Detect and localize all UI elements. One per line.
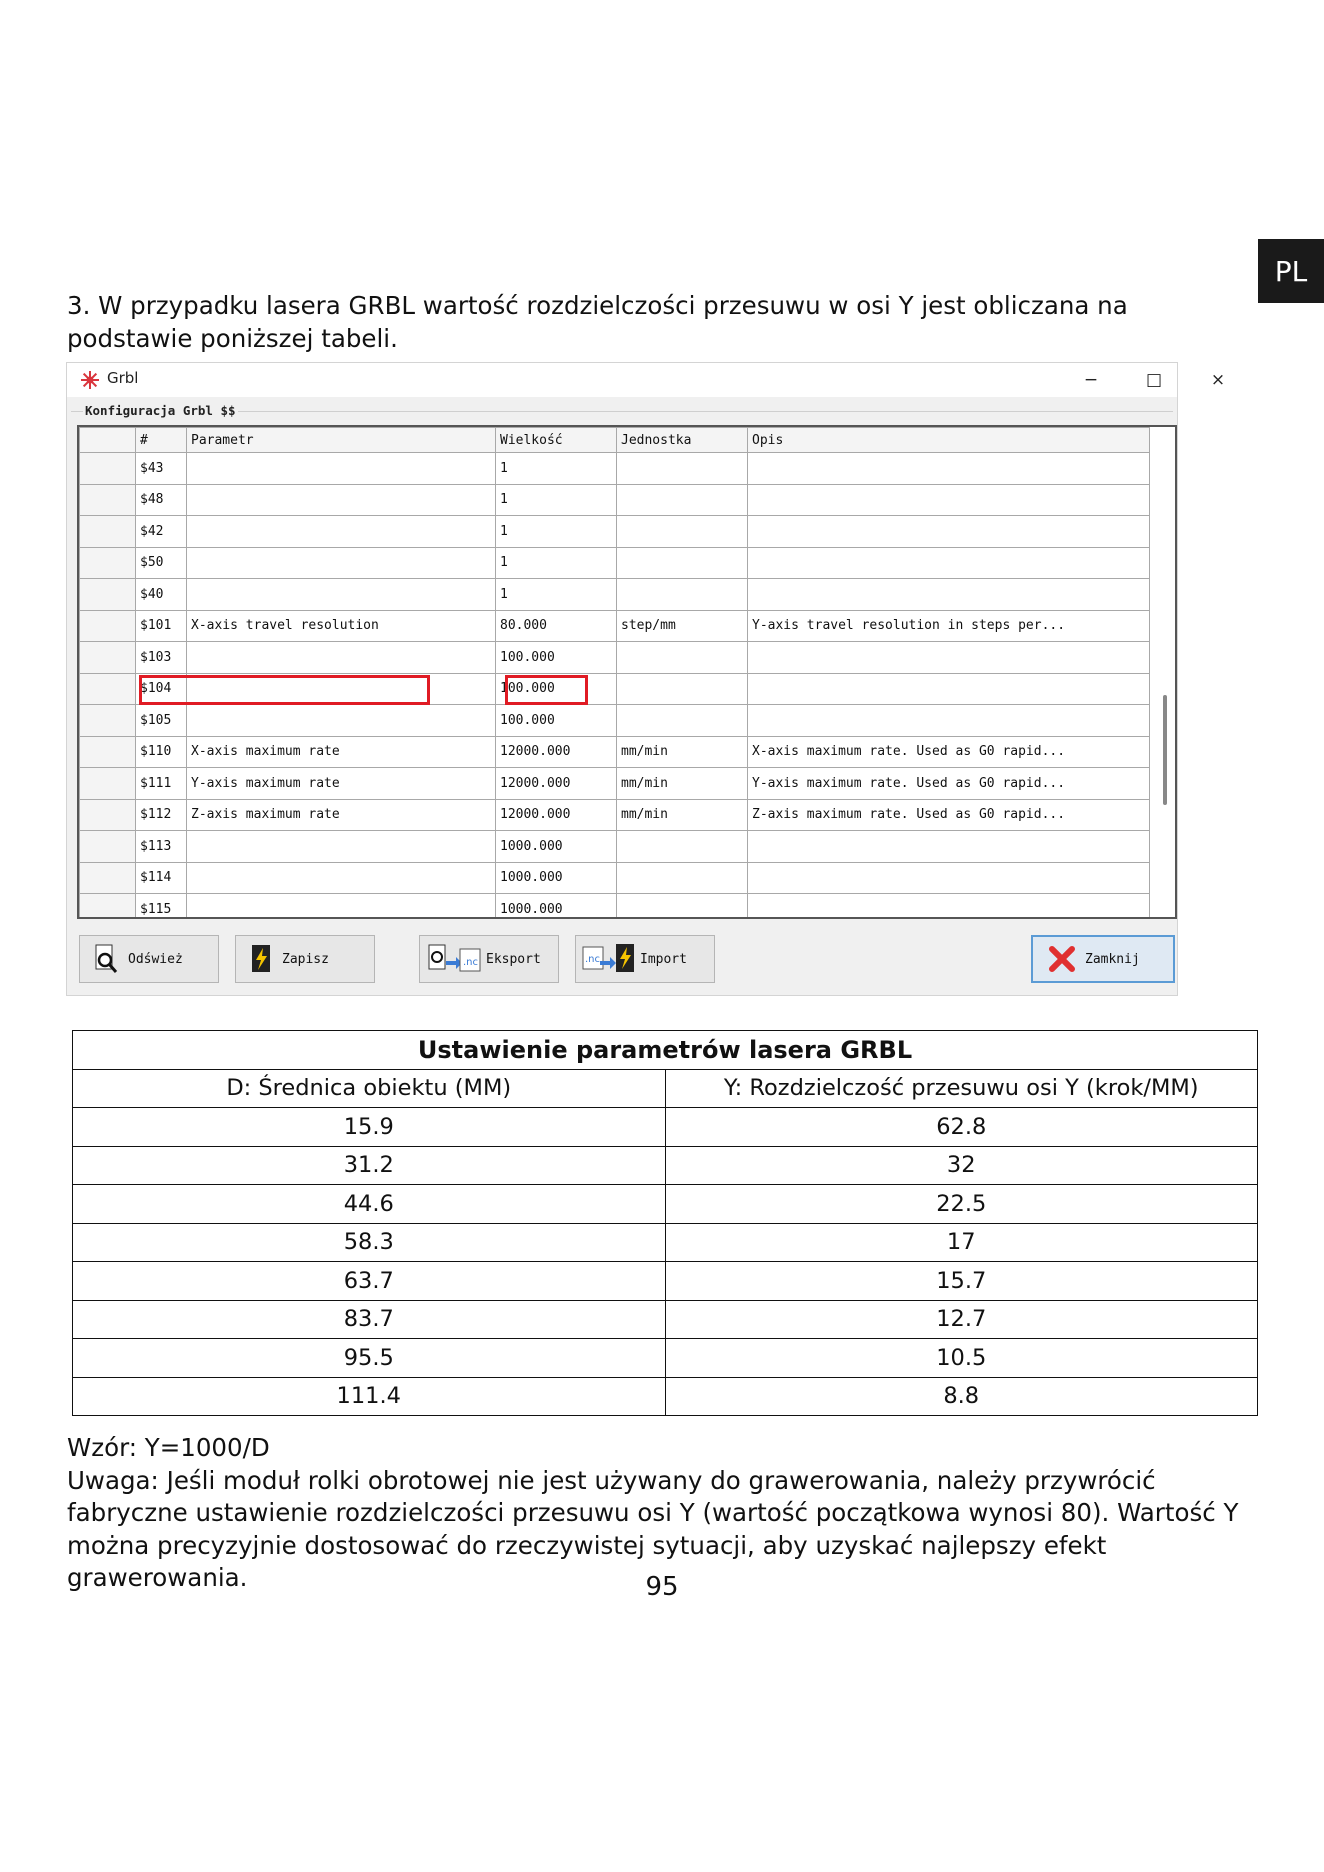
cell-param[interactable] xyxy=(187,862,496,894)
vertical-scrollbar[interactable] xyxy=(1163,695,1167,805)
table-row[interactable] xyxy=(80,579,1150,611)
cell-param[interactable] xyxy=(187,484,496,516)
magnifier-icon xyxy=(94,944,120,974)
close-label: Zamknij xyxy=(1085,951,1140,967)
cell-param[interactable]: X-axis travel resolution xyxy=(187,610,496,642)
window-close-button[interactable]: × xyxy=(1210,370,1226,390)
cell-diameter: 63.7 xyxy=(73,1262,666,1301)
table-row xyxy=(73,1339,1258,1378)
cell-diameter: 15.9 xyxy=(73,1108,666,1147)
cell-param[interactable] xyxy=(187,547,496,579)
export-file-icon xyxy=(428,943,482,975)
table-row xyxy=(73,1300,1258,1339)
close-dialog-button[interactable] xyxy=(1031,935,1175,983)
cell-id[interactable]: $115 xyxy=(136,894,187,920)
cell-desc[interactable]: Y-axis maximum rate. Used as G0 rapid... xyxy=(748,768,1150,800)
col-header-value[interactable]: Wielkość xyxy=(496,428,617,453)
cell-value[interactable]: 80.000 xyxy=(496,610,617,642)
group-label: Konfiguracja Grbl $$ xyxy=(85,403,236,418)
highlight-value-box xyxy=(505,675,588,705)
formula-text: Wzór: Y=1000/D xyxy=(67,1433,270,1462)
cell-desc[interactable] xyxy=(748,831,1150,863)
cell-diameter: 44.6 xyxy=(73,1185,666,1224)
table-caption: Ustawienie parametrów lasera GRBL xyxy=(73,1031,1258,1070)
table-row[interactable] xyxy=(80,547,1150,579)
minimize-button[interactable]: − xyxy=(1083,370,1099,390)
table-row[interactable] xyxy=(80,453,1150,485)
refresh-button[interactable] xyxy=(79,935,219,983)
settings-table xyxy=(79,427,1150,919)
row-header[interactable] xyxy=(80,768,136,800)
cell-resolution: 62.8 xyxy=(665,1108,1258,1147)
cell-unit[interactable]: step/mm xyxy=(617,610,748,642)
cell-unit[interactable] xyxy=(617,547,748,579)
formula-and-note xyxy=(67,1432,1267,1595)
cell-resolution: 12.7 xyxy=(665,1300,1258,1339)
row-header-corner xyxy=(80,428,136,453)
cell-value[interactable]: 1000.000 xyxy=(496,894,617,920)
cell-param[interactable] xyxy=(187,579,496,611)
table-row[interactable] xyxy=(80,768,1150,800)
col-header-unit[interactable]: Jednostka xyxy=(617,428,748,453)
note-text: Uwaga: Jeśli moduł rolki obrotowej nie jest używany do grawerowania, należy przywrócić fabryczne ustawienie rozdzielczości przesuwu osi Y (wartość początkowa wynosi 80). Wartość Y można precyzyjnie dostosować do rzeczywistej sytuacji, aby uzyskać najlepszy efekt grawerowania. xyxy=(67,1465,1239,1592)
col-header-desc[interactable]: Opis xyxy=(748,428,1150,453)
table-row xyxy=(73,1223,1258,1262)
cell-id[interactable]: $42 xyxy=(136,516,187,548)
cell-desc[interactable]: Y-axis travel resolution in steps per... xyxy=(748,610,1150,642)
cell-value[interactable]: 1 xyxy=(496,516,617,548)
settings-grid[interactable] xyxy=(77,425,1177,919)
red-x-icon xyxy=(1047,944,1077,974)
cell-unit[interactable]: mm/min xyxy=(617,736,748,768)
table-row xyxy=(73,1377,1258,1416)
table-row xyxy=(73,1262,1258,1301)
cell-desc[interactable] xyxy=(748,484,1150,516)
cell-id[interactable]: $50 xyxy=(136,547,187,579)
header-diameter: D: Średnica obiektu (MM) xyxy=(73,1069,666,1108)
cell-id[interactable]: $110 xyxy=(136,736,187,768)
table-row[interactable] xyxy=(80,610,1150,642)
cell-desc[interactable]: X-axis maximum rate. Used as G0 rapid... xyxy=(748,736,1150,768)
cell-param[interactable]: X-axis maximum rate xyxy=(187,736,496,768)
cell-value[interactable]: 1 xyxy=(496,579,617,611)
header-resolution: Y: Rozdzielczość przesuwu osi Y (krok/MM) xyxy=(665,1069,1258,1108)
table-row[interactable] xyxy=(80,831,1150,863)
cell-value[interactable]: 100.000 xyxy=(496,673,617,705)
row-header[interactable] xyxy=(80,705,136,737)
table-row[interactable] xyxy=(80,484,1150,516)
cell-unit[interactable]: mm/min xyxy=(617,799,748,831)
table-row[interactable] xyxy=(80,862,1150,894)
cell-resolution: 32 xyxy=(665,1146,1258,1185)
grid-header-row xyxy=(80,428,1150,453)
cell-resolution: 15.7 xyxy=(665,1262,1258,1301)
row-header[interactable] xyxy=(80,736,136,768)
cell-id[interactable]: $104 xyxy=(136,673,187,705)
cell-id[interactable]: $101 xyxy=(136,610,187,642)
cell-value[interactable]: 1000.000 xyxy=(496,862,617,894)
cell-unit[interactable] xyxy=(617,705,748,737)
col-header-param[interactable]: Parametr xyxy=(187,428,496,453)
grbl-parameter-table xyxy=(72,1030,1258,1416)
cell-desc[interactable] xyxy=(748,642,1150,674)
row-header[interactable] xyxy=(80,516,136,548)
cell-param[interactable] xyxy=(187,831,496,863)
cell-desc[interactable] xyxy=(748,862,1150,894)
cell-value[interactable]: 100.000 xyxy=(496,642,617,674)
cell-value[interactable]: 100.000 xyxy=(496,705,617,737)
cell-unit[interactable] xyxy=(617,579,748,611)
cell-diameter: 31.2 xyxy=(73,1146,666,1185)
highlight-param-box xyxy=(139,675,430,705)
row-header[interactable] xyxy=(80,453,136,485)
save-label: Zapisz xyxy=(282,951,329,967)
table-row[interactable] xyxy=(80,894,1150,920)
cell-desc[interactable] xyxy=(748,673,1150,705)
import-label: Import xyxy=(640,951,687,967)
cell-id[interactable]: $114 xyxy=(136,862,187,894)
cell-value[interactable]: 12000.000 xyxy=(496,799,617,831)
import-file-icon xyxy=(582,943,636,975)
cell-id[interactable]: $113 xyxy=(136,831,187,863)
window-title: Grbl xyxy=(107,369,139,387)
cell-resolution: 10.5 xyxy=(665,1339,1258,1378)
cell-resolution: 8.8 xyxy=(665,1377,1258,1416)
cell-value[interactable]: 12000.000 xyxy=(496,768,617,800)
cell-unit[interactable] xyxy=(617,516,748,548)
cell-value[interactable]: 1000.000 xyxy=(496,831,617,863)
cell-id[interactable]: $40 xyxy=(136,579,187,611)
cell-diameter: 58.3 xyxy=(73,1223,666,1262)
refresh-label: Odśwież xyxy=(128,951,183,967)
cell-desc[interactable] xyxy=(748,453,1150,485)
table-row xyxy=(73,1185,1258,1224)
col-header-id[interactable]: # xyxy=(136,428,187,453)
cell-unit[interactable] xyxy=(617,673,748,705)
cell-param[interactable]: Z-axis maximum rate xyxy=(187,799,496,831)
cell-id[interactable]: $43 xyxy=(136,453,187,485)
cell-value[interactable]: 1 xyxy=(496,453,617,485)
cell-unit[interactable] xyxy=(617,484,748,516)
cell-unit[interactable] xyxy=(617,894,748,920)
cell-value[interactable]: 1 xyxy=(496,484,617,516)
row-header[interactable] xyxy=(80,862,136,894)
cell-unit[interactable] xyxy=(617,862,748,894)
cell-resolution: 17 xyxy=(665,1223,1258,1262)
cell-param[interactable] xyxy=(187,642,496,674)
title-bar xyxy=(67,363,1226,397)
cell-desc[interactable] xyxy=(748,579,1150,611)
cell-desc[interactable] xyxy=(748,894,1150,920)
cell-param[interactable] xyxy=(187,453,496,485)
cell-param[interactable] xyxy=(187,516,496,548)
maximize-button[interactable]: □ xyxy=(1145,370,1163,390)
row-header[interactable] xyxy=(80,610,136,642)
row-header[interactable] xyxy=(80,484,136,516)
cell-param[interactable] xyxy=(187,705,496,737)
export-label: Eksport xyxy=(486,951,541,967)
nc-badge-import: .nc xyxy=(585,954,601,965)
row-header[interactable] xyxy=(80,642,136,674)
table-row xyxy=(73,1108,1258,1147)
cell-desc[interactable] xyxy=(748,705,1150,737)
table-row[interactable] xyxy=(80,799,1150,831)
cell-param[interactable] xyxy=(187,894,496,920)
save-button[interactable] xyxy=(235,935,375,983)
table-row xyxy=(73,1146,1258,1185)
row-header[interactable] xyxy=(80,831,136,863)
cell-id[interactable]: $103 xyxy=(136,642,187,674)
cell-id[interactable]: $111 xyxy=(136,768,187,800)
row-header[interactable] xyxy=(80,894,136,920)
intro-paragraph: 3. W przypadku lasera GRBL wartość rozdzielczości przesuwu w osi Y jest obliczana na podstawie poniższej tabeli. xyxy=(67,291,1128,353)
nc-badge-export: .nc xyxy=(463,957,479,968)
row-header[interactable] xyxy=(80,579,136,611)
grbl-config-window xyxy=(66,362,1226,996)
cell-unit[interactable] xyxy=(617,453,748,485)
cell-diameter: 111.4 xyxy=(73,1377,666,1416)
table-row[interactable] xyxy=(80,736,1150,768)
save-lightning-icon xyxy=(250,944,274,974)
cell-param[interactable]: Y-axis maximum rate xyxy=(187,768,496,800)
row-header[interactable] xyxy=(80,799,136,831)
cell-id[interactable]: $112 xyxy=(136,799,187,831)
cell-desc[interactable] xyxy=(748,516,1150,548)
cell-diameter: 95.5 xyxy=(73,1339,666,1378)
import-button[interactable] xyxy=(575,935,715,983)
cell-value[interactable]: 1 xyxy=(496,547,617,579)
cell-resolution: 22.5 xyxy=(665,1185,1258,1224)
cell-unit[interactable] xyxy=(617,831,748,863)
table-row[interactable] xyxy=(80,705,1150,737)
export-button[interactable] xyxy=(419,935,559,983)
row-header[interactable] xyxy=(80,547,136,579)
cell-diameter: 83.7 xyxy=(73,1300,666,1339)
grbl-app-icon xyxy=(81,371,99,389)
page-number: 95 xyxy=(645,1572,679,1602)
row-header[interactable] xyxy=(80,673,136,705)
table-row[interactable] xyxy=(80,516,1150,548)
cell-id[interactable]: $105 xyxy=(136,705,187,737)
cell-desc[interactable]: Z-axis maximum rate. Used as G0 rapid... xyxy=(748,799,1150,831)
cell-unit[interactable] xyxy=(617,642,748,674)
cell-value[interactable]: 12000.000 xyxy=(496,736,617,768)
cell-unit[interactable]: mm/min xyxy=(617,768,748,800)
table-row[interactable] xyxy=(80,642,1150,674)
language-tab: PL xyxy=(1258,239,1324,303)
cell-id[interactable]: $48 xyxy=(136,484,187,516)
cell-desc[interactable] xyxy=(748,547,1150,579)
